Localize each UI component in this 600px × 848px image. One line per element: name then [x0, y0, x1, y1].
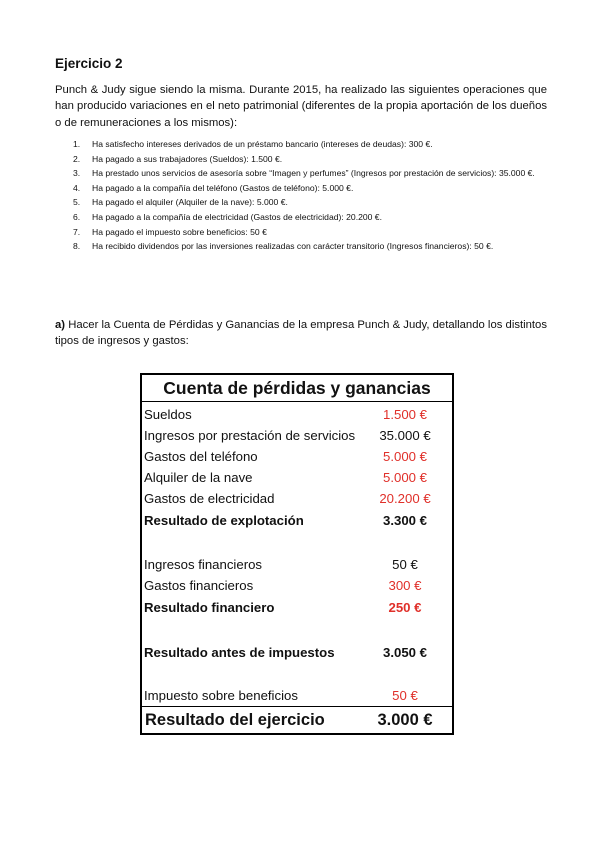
list-item — [55, 225, 547, 240]
row-value: 5.000 € — [383, 449, 427, 464]
row-value: 50 € — [392, 688, 418, 703]
row-label: Gastos del teléfono — [144, 449, 258, 464]
row-value: 300 € — [388, 578, 422, 593]
row-label: Ingresos financieros — [144, 557, 263, 572]
table-row — [142, 447, 452, 467]
table-title: Cuenta de pérdidas y ganancias — [142, 375, 452, 402]
row-value: 50 € — [392, 557, 418, 572]
list-number: 6. — [73, 211, 81, 222]
operations-list — [55, 137, 547, 254]
list-item — [55, 152, 547, 167]
list-number: 4. — [73, 182, 81, 193]
row-value: 20.200 € — [379, 491, 431, 506]
list-number: 7. — [73, 226, 81, 237]
list-text: Ha pagado a sus trabajadores (Sueldos): 1.500 €. — [92, 153, 283, 164]
list-item — [55, 137, 547, 152]
row-value: 3.050 € — [383, 645, 427, 660]
task-text: Hacer la Cuenta de Pérdidas y Ganancias de la empresa Punch & Judy, detallando los distintos tipos de ingresos y gastos: — [55, 319, 547, 348]
list-item — [55, 210, 547, 225]
intro-paragraph: Punch & Judy sigue siendo la misma. Durante 2015, ha realizado las siguientes operaciones que han producido variaciones en el neto patrimonial (diferentes de la propia aportación de los dueños o de remuneraciones a los mismos): — [55, 84, 547, 129]
table-row — [142, 555, 452, 575]
list-number: 3. — [73, 168, 81, 179]
task-label: a) — [55, 319, 66, 331]
row-value: 5.000 € — [383, 470, 427, 485]
list-item — [55, 239, 547, 254]
list-number: 1. — [73, 139, 81, 149]
table-row — [142, 489, 452, 509]
table-row — [142, 468, 452, 488]
row-label: Sueldos — [144, 407, 192, 422]
row-label: Impuesto sobre beneficios — [144, 688, 298, 703]
table-row — [142, 405, 452, 425]
list-text: Ha prestado unos servicios de asesoría sobre “Imagen y perfumes” (Ingresos por prestación de servicios): 35.000 €. — [92, 168, 535, 179]
table-row-subtotal — [142, 598, 452, 618]
list-text: Ha pagado el alquiler (Alquiler de la nave): 5.000 €. — [92, 197, 288, 208]
row-label: Resultado financiero — [144, 600, 275, 615]
total-label: Resultado del ejercicio — [145, 711, 325, 729]
row-label: Gastos de electricidad — [144, 491, 275, 506]
row-value: 35.000 € — [379, 428, 431, 443]
table-row — [142, 426, 452, 446]
row-value: 250 € — [388, 600, 422, 615]
row-label: Resultado de explotación — [144, 513, 304, 528]
list-text: Ha pagado a la compañía de electricidad (Gastos de electricidad): 20.200 €. — [92, 211, 382, 222]
list-item — [55, 166, 547, 181]
list-text: Ha recibido dividendos por las inversiones realizadas con carácter transitorio (Ingresos financieros): 50 €. — [92, 241, 494, 252]
row-label: Gastos financieros — [144, 578, 254, 593]
table-row — [142, 686, 452, 706]
task-prompt — [55, 317, 547, 350]
table-row — [142, 576, 452, 596]
table-row-subtotal — [142, 511, 452, 531]
row-value: 3.300 € — [383, 513, 427, 528]
table-row-subtotal — [142, 643, 452, 663]
exercise-heading: Ejercicio 2 — [55, 56, 123, 71]
list-text: Ha satisfecho intereses derivados de un préstamo bancario (intereses de deudas): 300 €. — [92, 139, 433, 149]
profit-loss-table — [140, 373, 454, 735]
row-label: Resultado antes de impuestos — [144, 645, 335, 660]
row-label: Ingresos por prestación de servicios — [144, 428, 356, 443]
row-value: 1.500 € — [383, 407, 427, 422]
list-item — [55, 181, 547, 196]
list-text: Ha pagado el impuesto sobre beneficios: 50 € — [92, 226, 267, 237]
table-total-row — [142, 706, 452, 733]
row-label: Alquiler de la nave — [144, 470, 253, 485]
list-item — [55, 195, 547, 210]
list-number: 2. — [73, 153, 81, 164]
total-value: 3.000 € — [377, 711, 433, 729]
list-number: 5. — [73, 197, 81, 208]
list-text: Ha pagado a la compañía del teléfono (Gastos de teléfono): 5.000 €. — [92, 182, 354, 193]
list-number: 8. — [73, 241, 81, 252]
